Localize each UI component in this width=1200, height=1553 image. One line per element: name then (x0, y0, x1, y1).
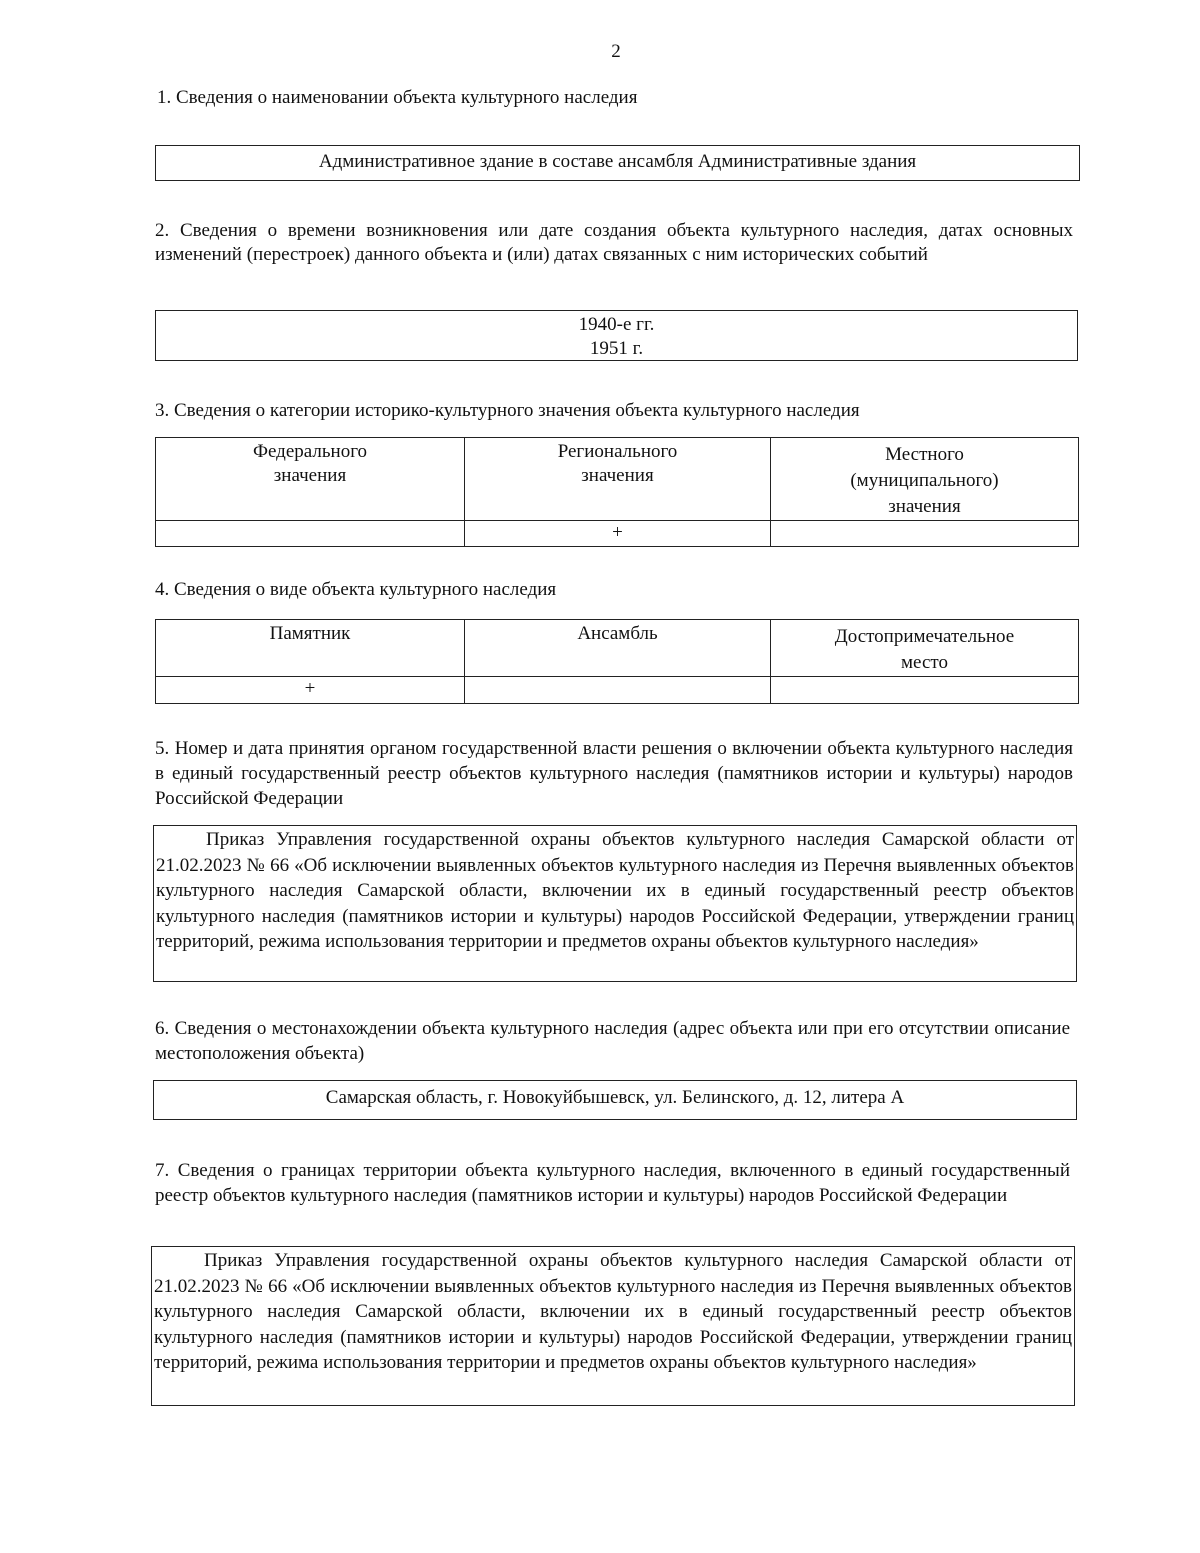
section-6-heading: 6. Сведения о местонахождении объекта культурного наследия (адрес объекта или при его отсутствии описание местоположения объекта) (155, 1018, 1070, 1064)
object-name: Административное здание в составе ансамбля Административные здания (318, 151, 917, 172)
column-landmark (771, 620, 1079, 677)
section-7-decree-box (151, 1246, 1075, 1406)
section-1-heading: 1. Сведения о наименовании объекта культурного наследия (157, 87, 638, 108)
column-regional (465, 438, 771, 521)
section-2-heading: 2. Сведения о времени возникновения или дате создания объекта культурного наследия, датах основных изменений (перестроек) данного объекта и (или) датах связанных с ним исторических событий (155, 220, 1073, 265)
decree-text: Приказ Управления государственной охраны объектов культурного наследия Самарской области от 21.02.2023 № 66 «Об исключении выявленных объектов культурного наследия из Перечня выявленных объектов культурного наследия Самарской области, включении их в единый государственный реестр объектов культурного наследия (памятников истории и культуры) народов Российской Федерации, утверждении границ территорий, режима использования территории и предметов охраны объектов культурного наследия» (156, 829, 1074, 952)
column-monument (156, 620, 465, 677)
column-ensemble (465, 620, 771, 677)
mark-federal (156, 521, 465, 547)
date-line-2: 1951 г. (589, 338, 644, 359)
section-6-address-box (153, 1080, 1077, 1120)
section-5-decree-box (153, 825, 1077, 982)
section-2-dates-box (155, 310, 1078, 361)
table-header-row (156, 438, 1079, 521)
section-3-category-table (155, 437, 1079, 547)
column-local-line-2: (муниципального) (850, 470, 999, 491)
section-4-heading: 4. Сведения о виде объекта культурного наследия (155, 579, 557, 600)
mark-landmark (771, 677, 1079, 704)
section-4-kind-table (155, 619, 1079, 704)
decree-text: Приказ Управления государственной охраны объектов культурного наследия Самарской области от 21.02.2023 № 66 «Об исключении выявленных объектов культурного наследия из Перечня выявленных объектов культурного наследия Самарской области, включении их в единый государственный реестр объектов культурного наследия (памятников истории и культуры) народов Российской Федерации, утверждении границ территорий, режима использования территории и предметов охраны объектов культурного наследия» (154, 1250, 1072, 1373)
column-local-line-3: значения (888, 496, 961, 517)
object-address: Самарская область, г. Новокуйбышевск, ул. Белинского, д. 12, литера А (325, 1087, 905, 1108)
table-header-row (156, 620, 1079, 677)
table-mark-row (156, 677, 1079, 704)
section-5-heading: 5. Номер и дата принятия органом государственной власти решения о включении объекта культурного наследия в единый государственный реестр объектов культурного наследия (памятников истории и культуры) народов Российской Федерации (155, 738, 1073, 809)
section-1-name-box (155, 145, 1080, 181)
column-local-line-1: Местного (885, 444, 964, 465)
column-regional-line-1: Регионального (557, 441, 678, 462)
column-federal-line-2: значения (273, 465, 347, 486)
column-ensemble-line-1: Ансамбль (577, 623, 658, 644)
mark-ensemble (465, 677, 771, 704)
mark-monument: + (156, 677, 465, 704)
column-landmark-line-2: место (901, 652, 948, 673)
column-federal (156, 438, 465, 521)
mark-local (771, 521, 1079, 547)
column-regional-line-2: значения (581, 465, 654, 486)
column-federal-line-1: Федерального (252, 441, 368, 462)
mark-regional: + (465, 521, 771, 547)
date-line-1: 1940-е гг. (578, 314, 655, 335)
page-number: 2 (611, 41, 621, 62)
column-monument-line-1: Памятник (269, 623, 351, 644)
column-local (771, 438, 1079, 521)
section-3-heading: 3. Сведения о категории историко-культурного значения объекта культурного наследия (155, 400, 860, 421)
section-7-heading: 7. Сведения о границах территории объекта культурного наследия, включенного в единый государственный реестр объектов культурного наследия (памятников истории и культуры) народов Российской Федерации (155, 1160, 1070, 1206)
table-mark-row (156, 521, 1079, 547)
column-landmark-line-1: Достопримечательное (834, 626, 1015, 647)
